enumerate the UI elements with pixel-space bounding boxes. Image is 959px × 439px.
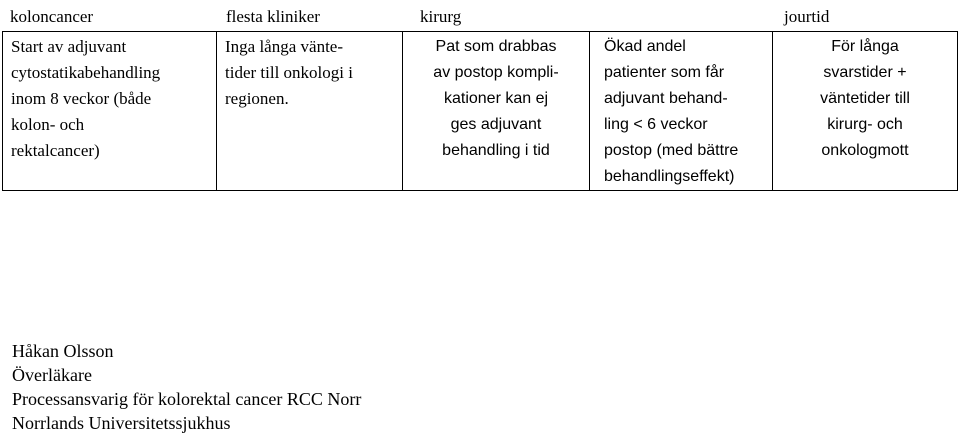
cell-line: patienter som får <box>604 64 725 81</box>
cell-line: onkologmott <box>821 142 909 159</box>
cell-line: tider till onkologi i <box>225 63 353 82</box>
author-name: Håkan Olsson <box>12 341 114 361</box>
table-header-row <box>2 3 957 31</box>
cell-line: svarstider + <box>823 64 907 81</box>
cell-line: väntetider till <box>820 90 910 107</box>
cell-line: inom 8 veckor (både <box>11 89 152 108</box>
cell-line: behandlingseffekt) <box>604 168 735 185</box>
table-row <box>3 32 958 191</box>
cell-line: ges adjuvant <box>450 116 542 133</box>
header-diagnosis: koloncancer <box>10 7 94 26</box>
cell-line: cytostatikabehandling <box>11 63 161 82</box>
cell-line: rektalcancer) <box>11 141 100 160</box>
cell-line: Ökad andel <box>604 38 686 55</box>
cell-goal <box>590 32 773 191</box>
process-table <box>2 31 958 191</box>
header-time: jourtid <box>784 7 830 26</box>
signature-block <box>12 339 361 435</box>
cell-line: behandling i tid <box>442 142 550 159</box>
cell-line: Inga långa vänte- <box>225 37 343 56</box>
author-title: Överläkare <box>12 365 92 385</box>
cell-line: kationer kan ej <box>443 90 549 107</box>
cell-line: av postop kompli- <box>433 64 559 81</box>
cell-cause <box>217 32 403 191</box>
cell-issue <box>773 32 958 191</box>
cell-line: postop (med bättre <box>604 142 739 159</box>
header-role: kirurg <box>420 7 462 26</box>
cell-line: adjuvant behand- <box>604 90 728 107</box>
author-organization: Norrlands Universitetssjukhus <box>12 413 231 433</box>
cell-line: regionen. <box>225 89 289 108</box>
author-role: Processansvarig för kolorektal cancer RCC Norr <box>12 389 362 409</box>
cell-problem <box>3 32 217 191</box>
cell-line: För långa <box>831 38 899 55</box>
cell-line: Pat som drabbas <box>435 38 557 55</box>
header-scope: flesta kliniker <box>226 7 320 26</box>
cell-line: Start av adjuvant <box>11 37 127 56</box>
cell-line: kolon- och <box>11 115 85 134</box>
cell-line: kirurg- och <box>827 116 903 133</box>
cell-line: ling < 6 veckor <box>604 116 708 133</box>
cell-consequence <box>403 32 590 191</box>
